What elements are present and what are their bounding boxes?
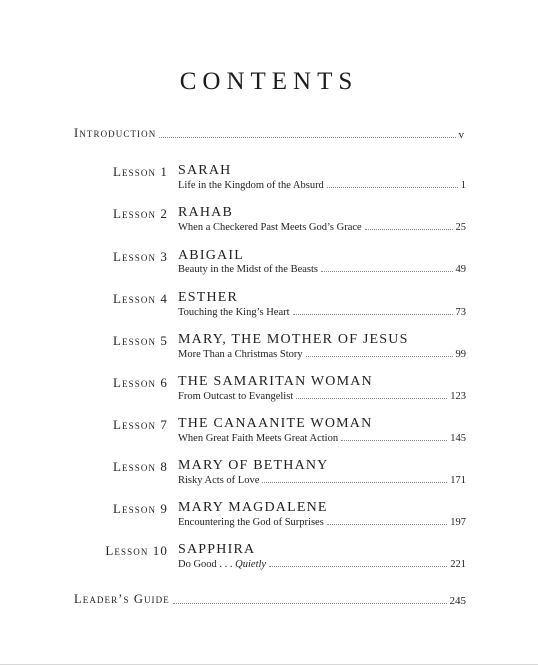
toc-entry-introduction[interactable] xyxy=(74,126,464,141)
lesson-label: Lesson 7 xyxy=(113,417,168,432)
toc-entry-lesson-6[interactable] xyxy=(178,391,466,402)
lesson-label: Lesson 3 xyxy=(113,249,168,264)
toc-entry-lesson-1[interactable] xyxy=(178,180,466,191)
toc-page-number: 171 xyxy=(450,475,466,486)
toc-page-number: 73 xyxy=(455,307,466,318)
dot-leader xyxy=(269,566,447,567)
dot-leader xyxy=(159,137,455,138)
lesson-title[interactable]: MARY MAGDALENE xyxy=(178,500,328,515)
lesson-title[interactable]: SARAH xyxy=(178,163,232,178)
toc-entry-lesson-9[interactable] xyxy=(178,517,466,528)
toc-page-number: 145 xyxy=(450,433,466,444)
dot-leader xyxy=(296,398,447,399)
lesson-subtitle: Encountering the God of Surprises xyxy=(178,517,324,528)
dot-leader xyxy=(327,524,447,525)
lesson-title[interactable]: ABIGAIL xyxy=(178,248,244,263)
lesson-title[interactable]: ESTHER xyxy=(178,290,239,305)
toc-entry-label: Introduction xyxy=(74,126,157,140)
lesson-label: Lesson 8 xyxy=(113,459,168,474)
lesson-subtitle-prefix: Do Good . . . xyxy=(178,559,236,570)
dot-leader xyxy=(293,314,453,315)
lesson-subtitle: From Outcast to Evangelist xyxy=(178,391,294,402)
toc-entry-lesson-5[interactable] xyxy=(178,349,466,360)
lesson-subtitle: Life in the Kingdom of the Absurd xyxy=(178,180,324,191)
lesson-subtitle: Beauty in the Midst of the Beasts xyxy=(178,264,318,275)
lesson-label: Lesson 2 xyxy=(113,206,168,221)
lesson-label: Lesson 5 xyxy=(113,333,168,348)
toc-page-number: 123 xyxy=(450,391,466,402)
dot-leader xyxy=(341,440,447,441)
toc-entry-label: Leader’s Guide xyxy=(74,592,170,606)
lesson-label: Lesson 1 xyxy=(113,164,168,179)
toc-page-number: 25 xyxy=(455,222,466,233)
toc-page-number: 221 xyxy=(450,559,466,570)
lesson-title[interactable]: THE SAMARITAN WOMAN xyxy=(178,374,373,389)
toc-page-number: 49 xyxy=(455,264,466,275)
toc-entry-lesson-10[interactable] xyxy=(178,559,466,570)
dot-leader xyxy=(321,271,453,272)
toc-entry-leaders-guide[interactable] xyxy=(74,592,466,607)
toc-entry-lesson-2[interactable] xyxy=(178,222,466,233)
toc-entry-lesson-4[interactable] xyxy=(178,307,466,318)
lesson-subtitle-emphasis: Quietly xyxy=(235,559,267,570)
dot-leader xyxy=(327,187,458,188)
lesson-title[interactable]: RAHAB xyxy=(178,205,234,220)
toc-page-number: v xyxy=(458,129,464,141)
lesson-title[interactable]: MARY OF BETHANY xyxy=(178,458,329,473)
lesson-subtitle: More Than a Christmas Story xyxy=(178,349,303,360)
toc-page-number: 99 xyxy=(455,349,466,360)
toc-entry-lesson-7[interactable] xyxy=(178,433,466,444)
lesson-title[interactable]: SAPPHIRA xyxy=(178,542,256,557)
lesson-label: Lesson 6 xyxy=(113,375,168,390)
dot-leader xyxy=(262,482,447,483)
lesson-subtitle: When a Checkered Past Meets God’s Grace xyxy=(178,222,362,233)
lesson-title[interactable]: MARY, THE MOTHER OF JESUS xyxy=(178,332,409,347)
toc-entry-lesson-3[interactable] xyxy=(178,264,466,275)
dot-leader xyxy=(365,229,453,230)
toc-page-number: 245 xyxy=(449,595,466,607)
dot-leader xyxy=(306,356,453,357)
lesson-subtitle: When Great Faith Meets Great Action xyxy=(178,433,339,444)
lesson-label: Lesson 10 xyxy=(105,543,168,558)
toc-page-number: 1 xyxy=(460,180,466,191)
lesson-label: Lesson 9 xyxy=(113,501,168,516)
page-bottom-divider xyxy=(0,664,538,665)
lesson-subtitle: Risky Acts of Love xyxy=(178,475,260,486)
dot-leader xyxy=(173,603,447,604)
lesson-label: Lesson 4 xyxy=(113,291,168,306)
lesson-title[interactable]: THE CANAANITE WOMAN xyxy=(178,416,373,431)
page-title: CONTENTS xyxy=(179,68,359,95)
lesson-subtitle xyxy=(178,559,266,570)
toc-entry-lesson-8[interactable] xyxy=(178,475,466,486)
toc-page-number: 197 xyxy=(450,517,466,528)
lesson-subtitle: Touching the King’s Heart xyxy=(178,307,290,318)
